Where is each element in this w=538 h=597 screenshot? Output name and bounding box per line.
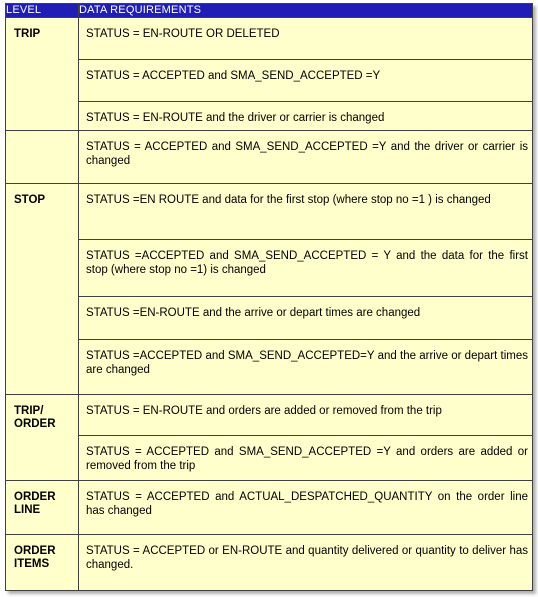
requirement-cell: STATUS = EN-ROUTE OR DELETED	[79, 18, 533, 59]
table-row	[6, 480, 533, 535]
requirement-cell: STATUS = ACCEPTED or EN-ROUTE and quantity delivered or quantity to deliver has changed.	[79, 535, 533, 591]
table-row	[6, 183, 533, 240]
table-row	[6, 131, 533, 184]
table-row	[6, 394, 533, 435]
requirement-cell: STATUS = ACCEPTED and SMA_SEND_ACCEPTED =Y and the driver or carrier is changed	[79, 131, 533, 184]
table-header-row	[6, 4, 533, 18]
table-row	[6, 18, 533, 59]
requirement-cell: STATUS = ACCEPTED and SMA_SEND_ACCEPTED =Y and orders are added or removed from the trip	[79, 436, 533, 480]
table-row	[6, 535, 533, 591]
table-row	[6, 436, 533, 480]
requirements-column-header: DATA REQUIREMENTS	[79, 4, 533, 18]
requirement-cell: STATUS = EN-ROUTE and the driver or carrier is changed	[79, 101, 533, 130]
requirement-cell: STATUS =ACCEPTED and SMA_SEND_ACCEPTED=Y and the arrive or depart times are changed	[79, 340, 533, 395]
requirement-cell: STATUS =ACCEPTED and SMA_SEND_ACCEPTED = Y and the data for the first stop (where stop no =1) is changed	[79, 240, 533, 297]
level-cell-order-line: ORDER LINE	[6, 480, 79, 535]
data-requirements-table	[5, 3, 533, 591]
level-cell-trip-order: TRIP/ ORDER	[6, 394, 79, 480]
level-column-header: LEVEL	[6, 4, 79, 18]
requirement-cell: STATUS = ACCEPTED and ACTUAL_DESPATCHED_QUANTITY on the order line has changed	[79, 480, 533, 535]
requirement-cell: STATUS = EN-ROUTE and orders are added or removed from the trip	[79, 394, 533, 435]
requirements-table-container	[5, 3, 533, 591]
requirement-cell: STATUS = ACCEPTED and SMA_SEND_ACCEPTED =Y	[79, 59, 533, 101]
level-cell-stop: STOP	[6, 183, 79, 394]
level-cell-empty	[6, 131, 79, 184]
level-cell-trip: TRIP	[6, 18, 79, 131]
table-row	[6, 296, 533, 339]
level-cell-order-items: ORDER ITEMS	[6, 535, 79, 591]
table-row	[6, 240, 533, 297]
table-row	[6, 101, 533, 130]
requirement-cell: STATUS =EN-ROUTE and the arrive or depart times are changed	[79, 296, 533, 339]
table-row	[6, 59, 533, 101]
requirement-cell: STATUS =EN ROUTE and data for the first stop (where stop no =1 ) is changed	[79, 183, 533, 240]
table-row	[6, 340, 533, 395]
